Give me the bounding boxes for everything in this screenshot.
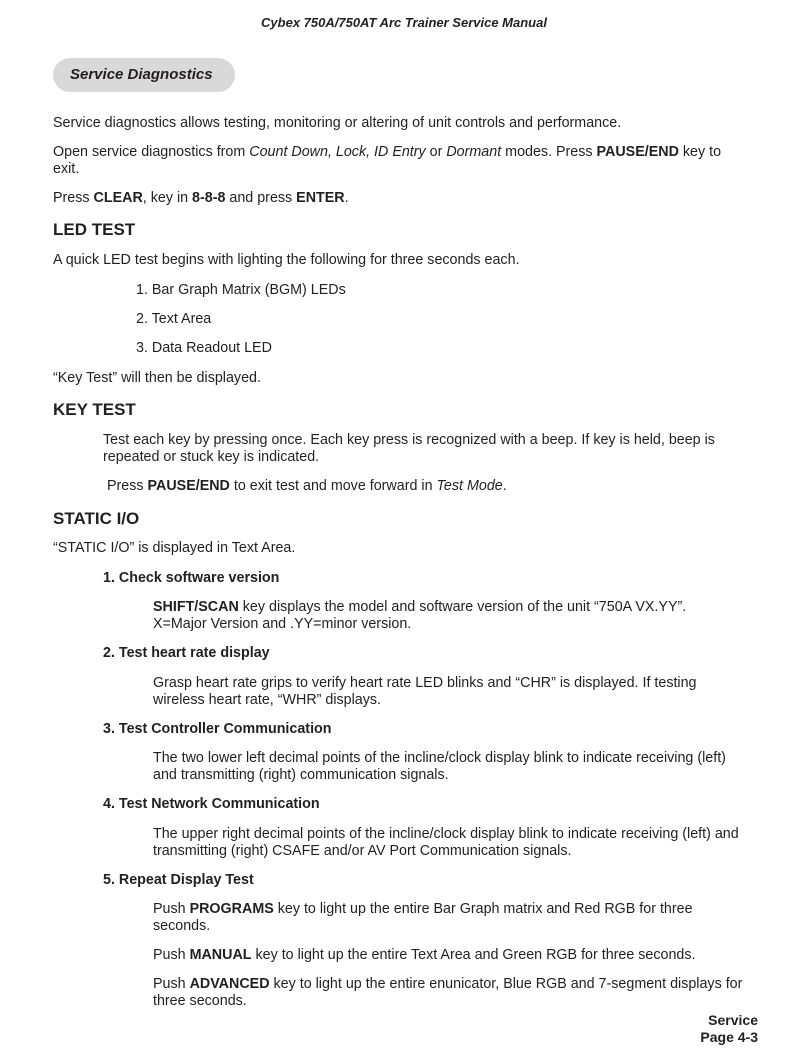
led-test-heading: LED TEST — [53, 220, 136, 239]
footer-page-number: Page 4-3 — [700, 1029, 758, 1045]
press-instructions: Press CLEAR, key in 8-8-8 and press ENTER. — [53, 190, 349, 206]
led-list-item: 2. Text Area — [136, 311, 212, 327]
led-list-item: 3. Data Readout LED — [136, 340, 272, 356]
page-header: Cybex 750A/750AT Arc Trainer Service Manual — [261, 15, 547, 30]
advanced-line1: Push ADVANCED key to light up the entire enunicator, Blue RGB and 7-segment displays for — [153, 976, 743, 992]
step-text-line2: wireless heart rate, “WHR” displays. — [153, 692, 382, 708]
step-title: 4. Test Network Communication — [103, 796, 320, 812]
key-test-line1: Test each key by pressing once. Each key press is recognized with a beep. If key is held, beep is — [103, 432, 715, 448]
section-title-pill — [53, 58, 235, 92]
step-title: 5. Repeat Display Test — [103, 872, 254, 888]
step-title: 3. Test Controller Communication — [103, 721, 332, 737]
programs-line1: Push PROGRAMS key to light up the entire Bar Graph matrix and Red RGB for three — [153, 901, 693, 917]
led-test-intro: A quick LED test begins with lighting the following for three seconds each. — [53, 252, 520, 268]
programs-line2: seconds. — [153, 918, 211, 934]
static-io-heading: STATIC I/O — [53, 509, 140, 528]
step-title: 2. Test heart rate display — [103, 645, 270, 661]
advanced-line2: three seconds. — [153, 993, 247, 1009]
step-title: 1. Check software version — [103, 570, 280, 586]
step-text-line1: SHIFT/SCAN key displays the model and software version of the unit “750A VX.YY”. — [153, 599, 687, 615]
step-text-line2: and transmitting (right) communication signals. — [153, 767, 449, 783]
static-io-intro: “STATIC I/O” is displayed in Text Area. — [53, 540, 296, 556]
step-text-line1: The upper right decimal points of the incline/clock display blink to indicate receiving (left) and — [153, 826, 739, 842]
key-test-exit: Press PAUSE/END to exit test and move forward in Test Mode. — [107, 478, 507, 494]
step-text-line2: transmitting (right) CSAFE and/or AV Port Communication signals. — [153, 843, 572, 859]
page-footer — [700, 1012, 758, 1046]
step-text-line1: The two lower left decimal points of the incline/clock display blink to indicate receiving (left) — [153, 750, 726, 766]
key-test-heading: KEY TEST — [53, 400, 136, 419]
led-test-after: “Key Test” will then be displayed. — [53, 370, 261, 386]
manual-line: Push MANUAL key to light up the entire Text Area and Green RGB for three seconds. — [153, 947, 696, 963]
led-list-item: 1. Bar Graph Matrix (BGM) LEDs — [136, 282, 346, 298]
open-instructions-line2: exit. — [53, 161, 80, 177]
step-text-line1: Grasp heart rate grips to verify heart rate LED blinks and “CHR” is displayed. If testing — [153, 675, 697, 691]
intro-paragraph: Service diagnostics allows testing, monitoring or altering of unit controls and performance. — [53, 115, 622, 131]
open-instructions-line1: Open service diagnostics from Count Down, Lock, ID Entry or Dormant modes. Press PAUSE/END key to — [53, 144, 722, 160]
key-test-line2: repeated or stuck key is indicated. — [103, 449, 320, 465]
step-text-line2: X=Major Version and .YY=minor version. — [153, 616, 412, 632]
footer-section: Service — [708, 1012, 758, 1028]
section-title: Service Diagnostics — [70, 66, 213, 83]
